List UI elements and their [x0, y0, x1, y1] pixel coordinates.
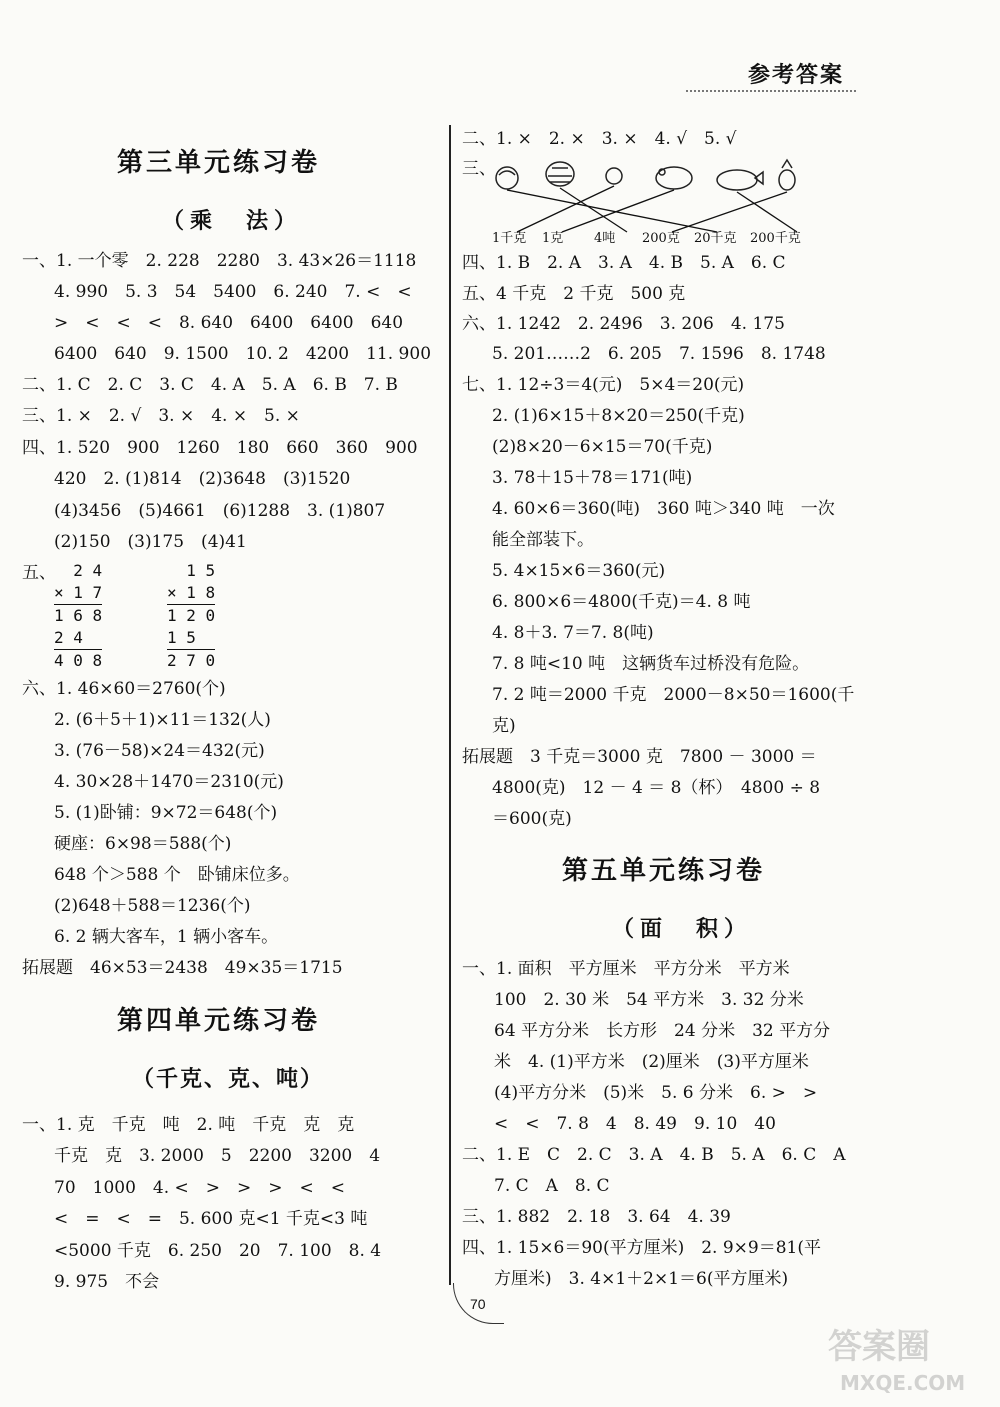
unit3-line6: 3. (76－58)×24＝432(元) — [54, 741, 265, 761]
unit3-line6: 5. (1)卧铺：9×72＝648(个) — [54, 803, 278, 823]
mult-row: 2 4 — [54, 628, 103, 647]
unit3-line6: 648 个＞588 个 卧铺床位多。 — [54, 865, 300, 885]
unit4-line-b: 2. (1)6×15＋8×20＝250(千克) — [492, 406, 745, 426]
unit4-title: 第四单元练习卷 — [117, 1006, 321, 1036]
header-title: 参考答案 — [748, 63, 845, 88]
unit3-line: > < < < 8. 640 6400 6400 640 — [54, 313, 404, 333]
match-label: 200克 — [642, 231, 680, 246]
mult-row: × 1 7 — [54, 583, 103, 602]
unit4-line-b: 能全部装下。 — [492, 530, 594, 550]
unit5-line: 一、1. 面积 平方厘米 平方分米 平方米 — [462, 959, 790, 979]
unit3-line: 420 2. (1)814 (2)3648 (3)1520 — [54, 469, 351, 489]
watermark-line2: MXQE.COM — [840, 1371, 966, 1395]
unit4-line-b: ＝600(克) — [492, 809, 572, 829]
unit5-line: 二、1. E C 2. C 3. A 4. B 5. A 6. C A — [462, 1145, 846, 1165]
unit4-line-b: 六、1. 1242 2. 2496 3. 206 4. 175 — [462, 314, 785, 334]
unit4-right-line: 二、1. × 2. × 3. × 4. √ 5. √ — [462, 129, 737, 149]
watermark-logo — [820, 1318, 990, 1398]
unit3-line: 四、1. 520 900 1260 180 660 360 900 — [22, 438, 418, 458]
unit4-line-b: 4. 8＋3. 7＝7. 8(吨) — [492, 623, 654, 643]
unit4-line-b: 7. 2 吨＝2000 千克 2000－8×50＝1600(千 — [492, 685, 855, 705]
unit3-title: 第三单元练习卷 — [117, 148, 321, 178]
unit4-line: <5000 千克 6. 250 20 7. 100 8. 4 — [54, 1241, 382, 1261]
header-rule — [686, 90, 856, 92]
unit5-line: 7. C A 8. C — [494, 1176, 610, 1196]
mult-row: 4 0 8 — [54, 651, 103, 670]
multiplication-24x17 — [54, 560, 102, 672]
unit4-line: 70 1000 4. < > > > < < — [54, 1178, 345, 1198]
unit4-line-b: 克) — [492, 716, 516, 736]
unit3-line: 6400 640 9. 1500 10. 2 4200 11. 900 — [54, 344, 432, 364]
unit4-line-b: 7. 8 吨<10 吨 这辆货车过桥没有危险。 — [492, 654, 810, 674]
unit4-line-b: 3. 78＋15＋78＝171(吨) — [492, 468, 693, 488]
unit5-line: < < 7. 8 4 8. 49 9. 10 40 — [494, 1114, 776, 1134]
pig-icon — [656, 167, 692, 189]
match-label: 200千克 — [750, 231, 801, 246]
unit3-line6: 4. 30×28＋1470＝2310(元) — [54, 772, 284, 792]
unit4-line-b: 七、1. 12÷3＝4(元) 5×4＝20(元) — [462, 375, 745, 395]
unit3-line: (4)3456 (5)4661 (6)1288 3. (1)807 — [54, 501, 386, 521]
mult-row: × 1 8 — [167, 583, 216, 602]
unit4-right-line: 三、 — [462, 159, 496, 179]
mult-row: 2 4 — [54, 561, 103, 580]
pineapple-icon — [779, 160, 795, 190]
match-label: 1克 — [542, 231, 564, 246]
unit4-line-b: 五、4 千克 2 千克 500 克 — [462, 284, 686, 304]
circle-icon — [606, 168, 622, 184]
unit4-line: 千克 克 3. 2000 5 2200 3200 4 — [54, 1146, 381, 1166]
whale-icon — [717, 170, 763, 190]
unit5-line: 方厘米) 3. 4×1＋2×1＝6(平方厘米) — [494, 1269, 789, 1289]
unit4-line-b: 4. 60×6＝360(吨) 360 吨＞340 吨 一次 — [492, 499, 835, 519]
unit5-line: 四、1. 15×6＝90(平方厘米) 2. 9×9＝81(平 — [462, 1238, 821, 1258]
unit4-line: 一、1. 克 千克 吨 2. 吨 千克 克 克 — [22, 1115, 355, 1135]
unit3-line6: 2. (6＋5＋1)×11＝132(人) — [54, 710, 271, 730]
unit3-line: (2)150 (3)175 (4)41 — [54, 532, 247, 552]
page-number: 70 — [470, 1296, 486, 1312]
unit3-line: 三、1. × 2. √ 3. × 4. × 5. × — [22, 406, 300, 426]
unit5-subtitle: （面 积） — [612, 916, 753, 942]
unit5-line: 100 2. 30 米 54 平方米 3. 32 分米 — [494, 990, 804, 1010]
unit4-line-b: (2)8×20－6×15＝70(千克) — [492, 437, 713, 457]
person-icon — [496, 167, 518, 189]
column-divider — [449, 125, 451, 1285]
unit3-extension: 拓展题 46×53＝2438 49×35＝1715 — [22, 958, 343, 978]
multiplication-15x18 — [167, 560, 215, 672]
watermark-line1: 答案圈 — [828, 1327, 930, 1367]
unit3-five-label: 五、 — [22, 563, 56, 583]
unit5-line: 米 4. (1)平方米 (2)厘米 (3)平方厘米 — [494, 1052, 809, 1072]
mult-row: 2 7 0 — [167, 651, 216, 670]
unit3-line: 4. 990 5. 3 54 5400 6. 240 7. < < — [54, 282, 412, 302]
unit4-line: 9. 975 不会 — [54, 1272, 160, 1292]
unit3-line6: 6. 2 辆大客车，1 辆小客车。 — [54, 927, 279, 947]
unit5-line: 64 平方分米 长方形 24 分米 32 平方分 — [494, 1021, 831, 1041]
unit4-line-b: 5. 4×15×6＝360(元) — [492, 561, 666, 581]
unit4-line-b: 5. 201……2 6. 205 7. 1596 8. 1748 — [492, 344, 826, 364]
unit3-line6: 硬座：6×98＝588(个) — [54, 834, 232, 854]
unit3-line: 二、1. C 2. C 3. C 4. A 5. A 6. B 7. B — [22, 375, 398, 395]
unit3-line: 一、1. 一个零 2. 228 2280 3. 43×26＝1118 — [22, 251, 417, 271]
unit5-title: 第五单元练习卷 — [562, 856, 766, 886]
match-label: 20千克 — [694, 231, 737, 246]
unit5-line: 三、1. 882 2. 18 3. 64 4. 39 — [462, 1207, 731, 1227]
unit3-line6: (2)648＋588＝1236(个) — [54, 896, 251, 916]
mult-row: 1 2 0 — [167, 606, 216, 625]
unit4-subtitle: （千克、克、吨） — [132, 1066, 325, 1092]
match-label: 1千克 — [492, 231, 527, 246]
unit4-line-b: 4800(克) 12 － 4 ＝ 8（杯） 4800 ÷ 8 — [492, 778, 821, 798]
basket-icon — [546, 162, 574, 186]
unit4-line-b: 拓展题 3 千克＝3000 克 7800 － 3000 ＝ — [462, 747, 817, 767]
match-label: 4吨 — [594, 231, 616, 246]
unit5-line: (4)平方分米 (5)米 5. 6 分米 6. > > — [494, 1083, 818, 1103]
unit3-line6: 六、1. 46×60＝2760(个) — [22, 679, 226, 699]
mult-row: 1 5 — [167, 628, 216, 647]
mult-row: 1 6 8 — [54, 606, 103, 625]
mult-row: 1 5 — [167, 561, 216, 580]
unit4-line: < = < = 5. 600 克<1 千克<3 吨 — [54, 1209, 368, 1229]
unit3-subtitle: （乘 法） — [162, 208, 303, 234]
unit4-line-b: 6. 800×6＝4800(千克)＝4. 8 吨 — [492, 592, 751, 612]
unit4-line-b: 四、1. B 2. A 3. A 4. B 5. A 6. C — [462, 253, 786, 273]
